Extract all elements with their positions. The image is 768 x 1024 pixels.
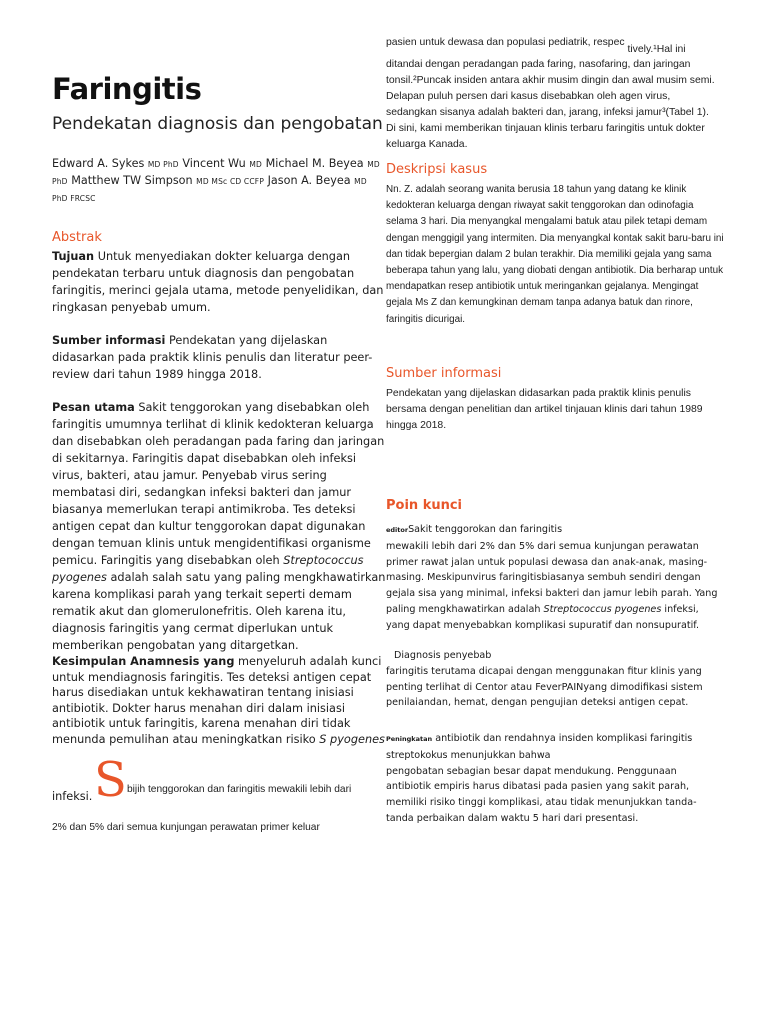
kp1-tag: editor (386, 526, 409, 534)
abstract-kesimpulan (52, 654, 386, 747)
pesan-organism: Streptococcus pyogenes (52, 554, 364, 584)
author-list (52, 156, 384, 207)
abstract-pesan (52, 399, 386, 654)
sumber-heading: Sumber informasi (386, 366, 502, 381)
sumber-label: Sumber informasi (52, 334, 166, 347)
kesimpulan-label: Kesimpulan Anamnesis yang (52, 655, 235, 668)
kp1-first: Sakit tenggorokan dan faringitis (408, 524, 563, 535)
tujuan-label: Tujuan (52, 250, 95, 263)
author-credentials: MD PhD (147, 160, 179, 169)
infeksi-word: infeksi. (52, 790, 93, 803)
intro-start: bijih tenggorokan dan faringitis mewakili lebih dari (127, 784, 352, 795)
poin-kunci-heading: Poin kunci (386, 498, 463, 513)
article-subtitle: Pendekatan diagnosis dan pengobatan (52, 114, 383, 134)
abstract-heading: Abstrak (52, 230, 102, 245)
key-point-2 (386, 648, 720, 711)
author-credentials: MD PhD FRCSC (52, 177, 367, 203)
sumber-info-text: Pendekatan yang dijelaskan didasarkan pada praktik klinis penulis bersama dengan penelitian dan artikel tinjauan klinis dari tahun 1989 hingga 2018. (386, 388, 703, 431)
kp1-text: mewakili lebih dari 2% dan 5% dari semua kunjungan perawatan primer rawat jalan untuk populasi dewasa dan anak-anak, masing-masing. Meskipunvirus faringitisbiasanya sembuh sendiri dengan gejala sisa yang minimal, infeksi bakteri dan jamur lebih parah. Yang paling mengkhawatirkan adalah (386, 540, 718, 615)
author-name: Vincent Wu (182, 157, 246, 170)
author-name: Michael M. Beyea (265, 157, 364, 170)
author-credentials: MD (249, 160, 262, 169)
kesimpulan-text: menyeluruh adalah kunci untuk mendiagnosis faringitis. Tes deteksi antigen cepat harus disediakan untuk kekhawatiran tentang inisiasi antibiotik. Dokter harus menahan diri dalam inisiasi antibiotik untuk faringitis, karena menahan diri tidak menunda pemulihan atau meningkatkan risiko (52, 655, 382, 746)
intro-line1: pasien untuk dewasa dan populasi pediatrik, respec (386, 37, 625, 48)
intro-line1b: tively.¹Hal ini (627, 44, 686, 55)
intro-paragraph: ditandai dengan peradangan pada faring, nasofaring, dan jaringan tonsil.²Puncak insiden antara akhir musim dingin dan awal musim semi. Delapan puluh persen dari kasus disebabkan oleh agen virus, sedangkan sisanya adalah bakteri dan, jarang, infeksi jamur³(Tabel 1). Di sini, kami memberikan tinjauan klinis terbaru faringitis untuk dokter keluarga Kanada. (386, 59, 715, 150)
pesan-text-cont: adalah salah satu yang paling mengkhawatirkan karena komplikasi parah yang terkait seperti demam rematik akut dan glomerulonefritis. Oleh karena itu, diagnosis faringitis yang cermat diperlukan untuk memberikan pengobatan yang ditargetkan. (52, 571, 386, 652)
kp2-first: Diagnosis penyebab (394, 650, 492, 661)
kesimpulan-organism: S pyogenes (319, 732, 385, 746)
abstract-tujuan (52, 248, 386, 316)
kp3-text: pengobatan sebagian besar dapat mendukung. Penggunaan antibiotik empiris harus dibatasi pada pasien yang sakit parah, memiliki risiko tinggi komplikasi, atau tidak menunjukkan tanda-tanda perbaikan dalam waktu 5 hari dari presentasi. (386, 765, 697, 824)
sumber-text: Pendekatan yang dijelaskan didasarkan pada praktik klinis penulis dan literatur peer-review dari tahun 1989 hingga 2018. (52, 334, 373, 381)
author-credentials: MD MSc CD CCFP (196, 177, 265, 186)
kp1-text-cont: infeksi, yang dapat menyebabkan komplikasi supuratif dan nonsupuratif. (386, 603, 699, 631)
kasus-heading: Deskripsi kasus (386, 162, 488, 177)
intro-line: 2% dan 5% dari semua kunjungan perawatan primer keluar (52, 822, 320, 833)
intro-continued (386, 35, 686, 55)
author-name: Edward A. Sykes (52, 157, 145, 170)
article-title: Faringitis (52, 72, 202, 106)
key-point-3 (386, 731, 720, 827)
abstract-sumber (52, 332, 386, 383)
kp1-organism: Streptococcus pyogenes (543, 603, 662, 615)
author-name: Jason A. Beyea (267, 174, 351, 187)
pesan-label: Pesan utama (52, 401, 135, 414)
kp2-text: faringitis terutama dicapai dengan menggunakan fitur klinis yang penting terlihat di Centor atau FeverPAINyang dimodifikasi sistem penilaiandan, hemat, dengan pengujian deteksi antigen cepat. (386, 665, 703, 709)
author-name: Matthew TW Simpson (71, 174, 193, 187)
kp3-tag: Peningkatan (386, 735, 433, 743)
kasus-text: Nn. Z. adalah seorang wanita berusia 18 tahun yang datang ke klinik kedokteran keluarga dengan riwayat sakit tenggorokan dan odinofagia selama 3 hari. Dia menyangkal mengalami batuk atau pilek tetapi demam dengan menggigil yang intermiten. Dia menyangkal kontak sakit baru-baru ini dan tidak bepergian dalam 2 bulan terakhir. Dia memiliki gejala yang sama beberapa tahun yang lalu, yang diobati dengan antibiotik. Dia berharap untuk mendapatkan resep antibiotik untuk meringankan gejalanya. Mengingat gejala Ms Z dan kemungkinan demam tanpa adanya batuk dan rinore, faringitis dicurigai. (386, 184, 724, 325)
tujuan-text: Untuk menyediakan dokter keluarga dengan pendekatan terbaru untuk diagnosis dan pengobatan faringitis, merinci gejala utama, metode penyelidikan, dan ringkasan penyebab umum. (52, 250, 384, 314)
pesan-text: Sakit tenggorokan yang disebabkan oleh faringitis umumnya terlihat di klinik kedokteran keluarga dan disebabkan oleh peradangan pada faring dan jaringan di sekitarnya. Faringitis dapat disebabkan oleh infeksi virus, bakteri, atau jamur. Penyebab virus sering membatasi diri, sedangkan infeksi bakteri dan jamur biasanya memerlukan terapi antimikroba. Tes deteksi antigen cepat dan kultur tenggorokan dapat digunakan dengan temuan klinis untuk mengidentifikasi organisme pemicu. Faringitis yang disebabkan oleh (52, 401, 385, 567)
key-point-1 (386, 522, 718, 634)
drop-cap: S (94, 752, 127, 808)
author-credentials: MD PhD (52, 160, 380, 186)
kp3-first: antibiotik dan rendahnya insiden komplikasi faringitis streptokokus menunjukkan bahwa (386, 733, 693, 761)
